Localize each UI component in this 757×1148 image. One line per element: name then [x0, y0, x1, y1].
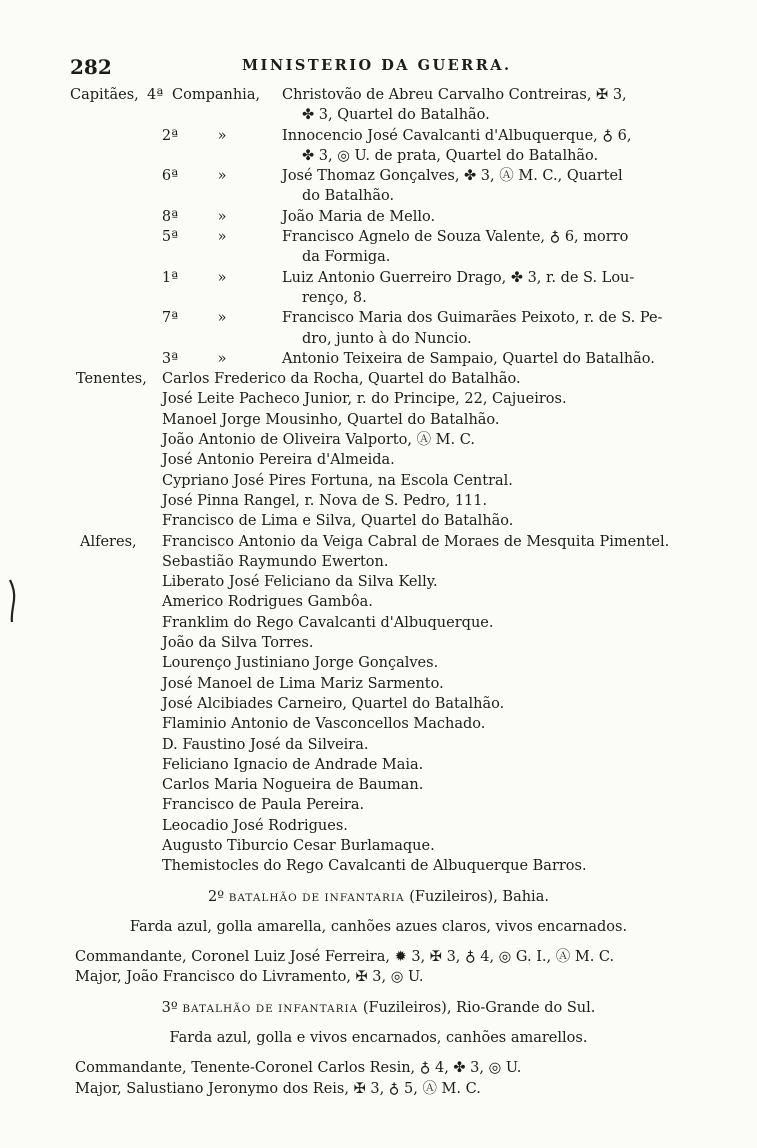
tenente-row: [0, 471, 757, 491]
tenente-entry: Manoel Jorge Mousinho, Quartel do Batalhão.: [162, 411, 500, 428]
capitaes-row: [0, 85, 757, 105]
alferes-entry: Themistocles do Rego Cavalcanti de Albuquerque Barros.: [162, 858, 587, 875]
batalhao-2-location: (Fuzileiros), Bahia.: [409, 888, 549, 905]
alferes-entry: José Alcibiades Carneiro, Quartel do Batalhão.: [162, 695, 505, 712]
captain-entry: João Maria de Mello.: [282, 208, 436, 225]
batalhao-3-heading: [0, 998, 757, 1018]
alferes-entry: José Manoel de Lima Mariz Sarmento.: [162, 675, 444, 692]
tenente-entry: José Pinna Rangel, r. Nova de S. Pedro, 111.: [162, 492, 488, 509]
ditto-mark: »: [217, 350, 227, 367]
alferes-entry: Carlos Maria Nogueira de Bauman.: [162, 777, 424, 794]
captain-entry: Innocencio José Cavalcanti d'Albuquerque, ♁ 6,: [282, 127, 632, 144]
batalhao-2-uniform: Farda azul, golla amarella, canhões azues claros, vivos encarnados.: [129, 918, 628, 935]
ditto-mark: »: [217, 208, 227, 225]
alferes-row: [0, 775, 757, 795]
alferes-row: [0, 755, 757, 775]
capitaes-row: [0, 166, 757, 186]
running-title: MINISTERIO DA GUERRA.: [242, 57, 512, 74]
batalhao-2-heading: [0, 887, 757, 907]
ditto-mark: »: [217, 310, 227, 327]
captain-entry: José Thomaz Gonçalves, ✤ 3, Ⓐ M. C., Quartel: [282, 168, 623, 185]
captain-entry: Antonio Teixeira de Sampaio, Quartel do Batalhão.: [282, 350, 655, 367]
captain-entry: Christovão de Abreu Carvalho Contreiras, ✠ 3,: [282, 87, 627, 103]
ditto-mark: »: [217, 229, 227, 246]
alferes-row: [0, 592, 757, 612]
ditto-mark: »: [217, 127, 227, 144]
tenente-entry: Cypriano José Pires Fortuna, na Escola Central.: [162, 472, 513, 489]
capitaes-row: [0, 227, 757, 247]
company-number: 6ª: [161, 168, 178, 185]
captain-entry-continuation: renço, 8.: [302, 289, 367, 306]
company-number: 2ª: [161, 127, 178, 144]
tenente-entry: José Leite Pacheco Junior, r. do Principe, 22, Cajueiros.: [162, 391, 567, 408]
captain-entry-continuation: do Batalhão.: [302, 188, 395, 205]
tenentes-row: [0, 369, 757, 389]
capitaes-row: [0, 349, 757, 369]
capitaes-row: [0, 308, 757, 328]
capitaes-label: Capitães,: [70, 87, 139, 103]
alferes-row: [0, 816, 757, 836]
alferes-label: Alferes,: [80, 533, 137, 550]
tenente-entry: Francisco de Lima e Silva, Quartel do Batalhão.: [162, 513, 514, 530]
alferes-entry: Lourenço Justiniano Jorge Gonçalves.: [162, 655, 439, 672]
alferes-entry: Americo Rodrigues Gambôa.: [162, 594, 373, 611]
company-number: 4ª: [147, 87, 164, 103]
alferes-row: [0, 572, 757, 592]
alferes-row: [0, 735, 757, 755]
alferes-row: [0, 552, 757, 572]
alferes-entry: Francisco de Paula Pereira.: [162, 797, 365, 814]
alferes-entry: Sebastião Raymundo Ewerton.: [162, 553, 389, 570]
alferes-entry: Flaminio Antonio de Vasconcellos Machado.: [162, 716, 486, 733]
batalhao-3-smallcaps: BATALHÃO DE INFANTARIA: [182, 1002, 359, 1015]
alferes-entry: D. Faustino José da Silveira.: [162, 736, 369, 753]
roster-body: [0, 85, 757, 1099]
alferes-entry: Augusto Tiburcio Cesar Burlamaque.: [162, 837, 435, 854]
captain-entry: Francisco Agnelo de Souza Valente, ♁ 6, morro: [282, 229, 629, 246]
alferes-entry: Feliciano Ignacio de Andrade Maia.: [162, 756, 424, 773]
batalhao-2-ordinal: 2º: [208, 888, 225, 905]
captain-entry: Luiz Antonio Guerreiro Drago, ✤ 3, r. de S. Lou-: [282, 269, 635, 286]
company-number: 1ª: [161, 269, 178, 286]
batalhao-2-major: Major, João Francisco do Livramento, ✠ 3, ◎ U.: [75, 969, 424, 986]
alferes-entry: João da Silva Torres.: [162, 635, 314, 652]
tenente-row: [0, 511, 757, 531]
alferes-row: [0, 694, 757, 714]
batalhao-3-location: (Fuzileiros), Rio-Grande do Sul.: [362, 999, 596, 1016]
alferes-entry: Franklim do Rego Cavalcanti d'Albuquerque.: [162, 614, 494, 631]
batalhao-3-commandante: Commandante, Tenente-Coronel Carlos Resin, ♁ 4, ✤ 3, ◎ U.: [75, 1060, 522, 1077]
captain-entry: Francisco Maria dos Guimarães Peixoto, r. de S. Pe-: [282, 310, 663, 327]
company-word: Companhia,: [172, 87, 261, 103]
captain-entry-continuation: ✤ 3, Quartel do Batalhão.: [302, 107, 490, 124]
company-number: 7ª: [161, 310, 178, 327]
tenente-row: [0, 389, 757, 409]
tenente-entry: Carlos Frederico da Rocha, Quartel do Batalhão.: [162, 371, 521, 388]
capitaes-row: [0, 126, 757, 146]
tenente-row: [0, 491, 757, 511]
tenente-row: [0, 430, 757, 450]
page-number: 282: [70, 55, 112, 79]
captain-entry-continuation: dro, junto à do Nuncio.: [302, 330, 472, 347]
alferes-row: [0, 795, 757, 815]
alferes-entry: Liberato José Feliciano da Silva Kelly.: [162, 574, 438, 591]
alferes-row: [0, 532, 757, 552]
tenentes-label: Tenentes,: [76, 371, 147, 388]
alferes-row: [0, 674, 757, 694]
page-header: [70, 55, 690, 79]
captain-entry-continuation: da Formiga.: [302, 249, 391, 266]
tenente-entry: José Antonio Pereira d'Almeida.: [162, 452, 395, 469]
ditto-mark: »: [217, 269, 227, 286]
company-number: 5ª: [161, 229, 178, 246]
alferes-entry: Francisco Antonio da Veiga Cabral de Moraes de Mesquita Pimentel.: [162, 533, 670, 550]
ditto-mark: »: [217, 168, 227, 185]
batalhao-2-commandante: Commandante, Coronel Luiz José Ferreira, ✹ 3, ✠ 3, ♁ 4, ◎ G. I., Ⓐ M. C.: [75, 949, 615, 966]
batalhao-3-major: Major, Salustiano Jeronymo dos Reis, ✠ 3, ♁ 5, Ⓐ M. C.: [75, 1080, 481, 1097]
tenente-row: [0, 410, 757, 430]
batalhao-3-uniform: Farda azul, golla e vivos encarnados, canhões amarellos.: [169, 1030, 588, 1047]
alferes-entry: Leocadio José Rodrigues.: [162, 817, 348, 834]
batalhao-2-smallcaps: BATALHÃO DE INFANTARIA: [228, 891, 405, 904]
alferes-row: [0, 714, 757, 734]
tenente-entry: João Antonio de Oliveira Valporto, Ⓐ M. C.: [162, 432, 475, 449]
alferes-row: [0, 653, 757, 673]
capitaes-row: [0, 268, 757, 288]
alferes-row: [0, 633, 757, 653]
capitaes-row: [0, 207, 757, 227]
company-number: 3ª: [161, 350, 178, 367]
captain-entry-continuation: ✤ 3, ◎ U. de prata, Quartel do Batalhão.: [302, 147, 599, 164]
alferes-row: [0, 856, 757, 876]
tenente-row: [0, 450, 757, 470]
alferes-row: [0, 836, 757, 856]
company-number: 8ª: [161, 208, 178, 225]
batalhao-3-ordinal: 3º: [161, 999, 178, 1016]
alferes-row: [0, 613, 757, 633]
